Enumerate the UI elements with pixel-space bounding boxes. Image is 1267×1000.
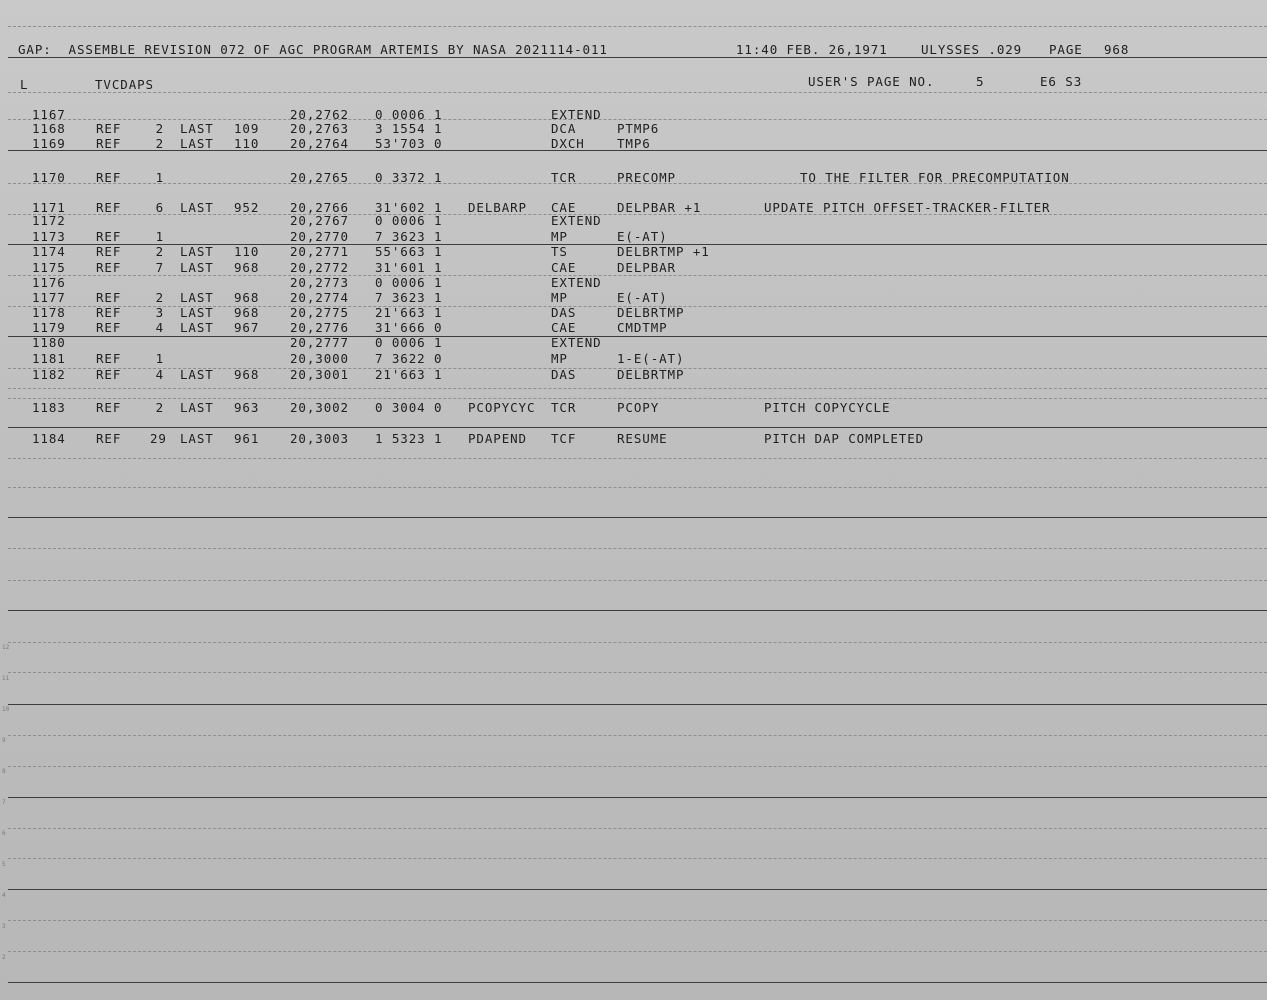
cell-op: TCR xyxy=(551,169,577,186)
cell-line: 1183 xyxy=(32,399,66,416)
cell-count: 2 xyxy=(155,120,164,137)
cell-operand: DELBRTMP +1 xyxy=(617,243,710,260)
cell-op: EXTEND xyxy=(551,334,602,351)
cell-addr: 20,2770 xyxy=(290,228,349,245)
paper-rule xyxy=(8,642,1267,643)
cell-operand: DELPBAR +1 xyxy=(617,199,702,216)
margin-number: 11 xyxy=(2,675,10,682)
header-timestamp: 11:40 FEB. 26,1971 xyxy=(736,41,888,58)
cell-last: LAST xyxy=(180,120,214,137)
cell-word: 31'602 1 xyxy=(375,199,443,216)
cell-word: 0 0006 1 xyxy=(375,106,443,123)
subheader-flag: L xyxy=(20,76,29,93)
cell-word: 0 3372 1 xyxy=(375,169,443,186)
cell-op: MP xyxy=(551,350,568,367)
cell-lastno: 963 xyxy=(234,399,260,416)
cell-word: 31'601 1 xyxy=(375,259,443,276)
cell-op: DAS xyxy=(551,304,577,321)
cell-word: 3 1554 1 xyxy=(375,120,443,137)
cell-last: LAST xyxy=(180,399,214,416)
users-page-number: 5 xyxy=(976,73,985,90)
cell-addr: 20,2767 xyxy=(290,212,349,229)
cell-word: 7 3623 1 xyxy=(375,289,443,306)
cell-op: DCA xyxy=(551,120,577,137)
paper-rule xyxy=(8,982,1267,983)
cell-addr: 20,2763 xyxy=(290,120,349,137)
cell-line: 1168 xyxy=(32,120,66,137)
margin-number: 2 xyxy=(2,954,6,961)
cell-operand: RESUME xyxy=(617,430,668,447)
cell-op: DXCH xyxy=(551,135,585,152)
margin-number: 4 xyxy=(2,892,6,899)
cell-word: 31'666 0 xyxy=(375,319,443,336)
cell-lastno: 968 xyxy=(234,366,260,383)
cell-count: 2 xyxy=(155,243,164,260)
cell-op: DAS xyxy=(551,366,577,383)
cell-operand: E(-AT) xyxy=(617,289,668,306)
cell-operand: E(-AT) xyxy=(617,228,668,245)
margin-number: 8 xyxy=(2,768,6,775)
paper-rule xyxy=(8,580,1267,581)
cell-operand: DELPBAR xyxy=(617,259,676,276)
header-page-number: 968 xyxy=(1104,41,1130,58)
cell-line: 1169 xyxy=(32,135,66,152)
paper-rule xyxy=(8,458,1267,459)
cell-op: TCR xyxy=(551,399,577,416)
cell-addr: 20,2766 xyxy=(290,199,349,216)
cell-comment: UPDATE PITCH OFFSET-TRACKER-FILTER xyxy=(764,199,1051,216)
cell-ref: REF xyxy=(96,304,122,321)
cell-ref: REF xyxy=(96,169,122,186)
cell-count: 4 xyxy=(155,319,164,336)
margin-number: 12 xyxy=(2,644,10,651)
cell-count: 7 xyxy=(155,259,164,276)
paper-rule xyxy=(8,336,1267,337)
cell-line: 1179 xyxy=(32,319,66,336)
cell-count: 1 xyxy=(155,169,164,186)
cell-count: 1 xyxy=(155,228,164,245)
paper-rule xyxy=(8,57,1267,58)
subheader-section: TVCDAPS xyxy=(95,76,154,93)
paper-rule xyxy=(8,735,1267,736)
header-user: ULYSSES .029 xyxy=(921,41,1023,58)
cell-comment: TO THE FILTER FOR PRECOMPUTATION xyxy=(800,169,1070,186)
cell-count: 2 xyxy=(155,135,164,152)
cell-line: 1175 xyxy=(32,259,66,276)
cell-addr: 20,2774 xyxy=(290,289,349,306)
paper-rule xyxy=(8,610,1267,611)
cell-line: 1174 xyxy=(32,243,66,260)
cell-count: 1 xyxy=(155,350,164,367)
cell-word: 0 0006 1 xyxy=(375,274,443,291)
cell-word: 7 3622 0 xyxy=(375,350,443,367)
cell-operand: DELBRTMP xyxy=(617,304,685,321)
cell-addr: 20,2776 xyxy=(290,319,349,336)
users-page-label: USER'S PAGE NO. xyxy=(808,73,935,90)
paper-rule xyxy=(8,487,1267,488)
cell-lastno: 109 xyxy=(234,120,260,137)
cell-label: PCOPYCYC xyxy=(468,399,536,416)
cell-ref: REF xyxy=(96,399,122,416)
cell-line: 1181 xyxy=(32,350,66,367)
cell-ref: REF xyxy=(96,319,122,336)
cell-ref: REF xyxy=(96,199,122,216)
cell-addr: 20,2772 xyxy=(290,259,349,276)
cell-word: 0 3004 0 xyxy=(375,399,443,416)
margin-number: 7 xyxy=(2,799,6,806)
cell-ref: REF xyxy=(96,350,122,367)
cell-ref: REF xyxy=(96,135,122,152)
cell-operand: DELBRTMP xyxy=(617,366,685,383)
cell-comment: PITCH DAP COMPLETED xyxy=(764,430,925,447)
cell-line: 1172 xyxy=(32,212,66,229)
cell-word: 21'663 1 xyxy=(375,304,443,321)
cell-lastno: 961 xyxy=(234,430,260,447)
cell-addr: 20,2777 xyxy=(290,334,349,351)
margin-number: 5 xyxy=(2,861,6,868)
cell-last: LAST xyxy=(180,304,214,321)
cell-lastno: 968 xyxy=(234,304,260,321)
cell-lastno: 110 xyxy=(234,135,260,152)
margin-number: 6 xyxy=(2,830,6,837)
cell-line: 1184 xyxy=(32,430,66,447)
header-title: GAP: ASSEMBLE REVISION 072 OF AGC PROGRAM ARTEMIS BY NASA 2021114-011 xyxy=(18,41,608,58)
cell-operand: CMDTMP xyxy=(617,319,668,336)
cell-addr: 20,2762 xyxy=(290,106,349,123)
cell-lastno: 968 xyxy=(234,289,260,306)
cell-operand: 1-E(-AT) xyxy=(617,350,685,367)
paper-rule xyxy=(8,797,1267,798)
cell-ref: REF xyxy=(96,289,122,306)
cell-op: CAE xyxy=(551,259,577,276)
cell-word: 0 0006 1 xyxy=(375,334,443,351)
cell-last: LAST xyxy=(180,289,214,306)
cell-addr: 20,3001 xyxy=(290,366,349,383)
cell-word: 21'663 1 xyxy=(375,366,443,383)
paper-rule xyxy=(8,548,1267,549)
cell-line: 1171 xyxy=(32,199,66,216)
paper-rule xyxy=(8,951,1267,952)
cell-addr: 20,2765 xyxy=(290,169,349,186)
cell-addr: 20,2773 xyxy=(290,274,349,291)
cell-line: 1176 xyxy=(32,274,66,291)
cell-op: MP xyxy=(551,228,568,245)
cell-comment: PITCH COPYCYCLE xyxy=(764,399,891,416)
cell-op: EXTEND xyxy=(551,212,602,229)
paper-rule xyxy=(8,920,1267,921)
cell-count: 2 xyxy=(155,289,164,306)
cell-last: LAST xyxy=(180,135,214,152)
cell-count: 3 xyxy=(155,304,164,321)
cell-operand: PTMP6 xyxy=(617,120,660,137)
paper-rule xyxy=(8,858,1267,859)
cell-ref: REF xyxy=(96,366,122,383)
cell-op: TS xyxy=(551,243,568,260)
cell-word: 1 5323 1 xyxy=(375,430,443,447)
paper-rule xyxy=(8,828,1267,829)
cell-line: 1180 xyxy=(32,334,66,351)
cell-addr: 20,3002 xyxy=(290,399,349,416)
paper-rule xyxy=(8,427,1267,428)
paper-rule xyxy=(8,517,1267,518)
cell-addr: 20,3003 xyxy=(290,430,349,447)
cell-last: LAST xyxy=(180,199,214,216)
cell-operand: TMP6 xyxy=(617,135,651,152)
cell-line: 1170 xyxy=(32,169,66,186)
cell-label: DELBARP xyxy=(468,199,527,216)
cell-ref: REF xyxy=(96,430,122,447)
cell-ref: REF xyxy=(96,228,122,245)
cell-operand: PRECOMP xyxy=(617,169,676,186)
cell-line: 1178 xyxy=(32,304,66,321)
margin-number: 9 xyxy=(2,737,6,744)
cell-operand: PCOPY xyxy=(617,399,660,416)
cell-last: LAST xyxy=(180,430,214,447)
cell-count: 29 xyxy=(150,430,167,447)
cell-last: LAST xyxy=(180,243,214,260)
cell-count: 6 xyxy=(155,199,164,216)
cell-op: EXTEND xyxy=(551,274,602,291)
cell-lastno: 952 xyxy=(234,199,260,216)
paper-rule xyxy=(8,92,1267,93)
cell-op: MP xyxy=(551,289,568,306)
cell-op: CAE xyxy=(551,199,577,216)
cell-op: EXTEND xyxy=(551,106,602,123)
cell-line: 1177 xyxy=(32,289,66,306)
margin-number: 3 xyxy=(2,923,6,930)
cell-lastno: 967 xyxy=(234,319,260,336)
cell-line: 1167 xyxy=(32,106,66,123)
cell-count: 4 xyxy=(155,366,164,383)
cell-last: LAST xyxy=(180,319,214,336)
cell-addr: 20,2771 xyxy=(290,243,349,260)
cell-count: 2 xyxy=(155,399,164,416)
sheet-code: E6 S3 xyxy=(1040,73,1083,90)
paper-rule xyxy=(8,672,1267,673)
paper-rule xyxy=(8,275,1267,276)
cell-word: 53'703 0 xyxy=(375,135,443,152)
cell-ref: REF xyxy=(96,259,122,276)
cell-line: 1173 xyxy=(32,228,66,245)
paper-rule xyxy=(8,26,1267,27)
cell-ref: REF xyxy=(96,120,122,137)
cell-addr: 20,3000 xyxy=(290,350,349,367)
cell-word: 55'663 1 xyxy=(375,243,443,260)
cell-last: LAST xyxy=(180,366,214,383)
cell-word: 0 0006 1 xyxy=(375,212,443,229)
cell-word: 7 3623 1 xyxy=(375,228,443,245)
paper-rule xyxy=(8,766,1267,767)
cell-addr: 20,2775 xyxy=(290,304,349,321)
cell-line: 1182 xyxy=(32,366,66,383)
paper-rule xyxy=(8,388,1267,389)
cell-lastno: 110 xyxy=(234,243,260,260)
cell-addr: 20,2764 xyxy=(290,135,349,152)
cell-lastno: 968 xyxy=(234,259,260,276)
paper-rule xyxy=(8,889,1267,890)
margin-number: 10 xyxy=(2,706,10,713)
paper-rule xyxy=(8,704,1267,705)
cell-label: PDAPEND xyxy=(468,430,527,447)
cell-op: TCF xyxy=(551,430,577,447)
header-page-label: PAGE xyxy=(1049,41,1083,58)
cell-op: CAE xyxy=(551,319,577,336)
cell-last: LAST xyxy=(180,259,214,276)
cell-ref: REF xyxy=(96,243,122,260)
